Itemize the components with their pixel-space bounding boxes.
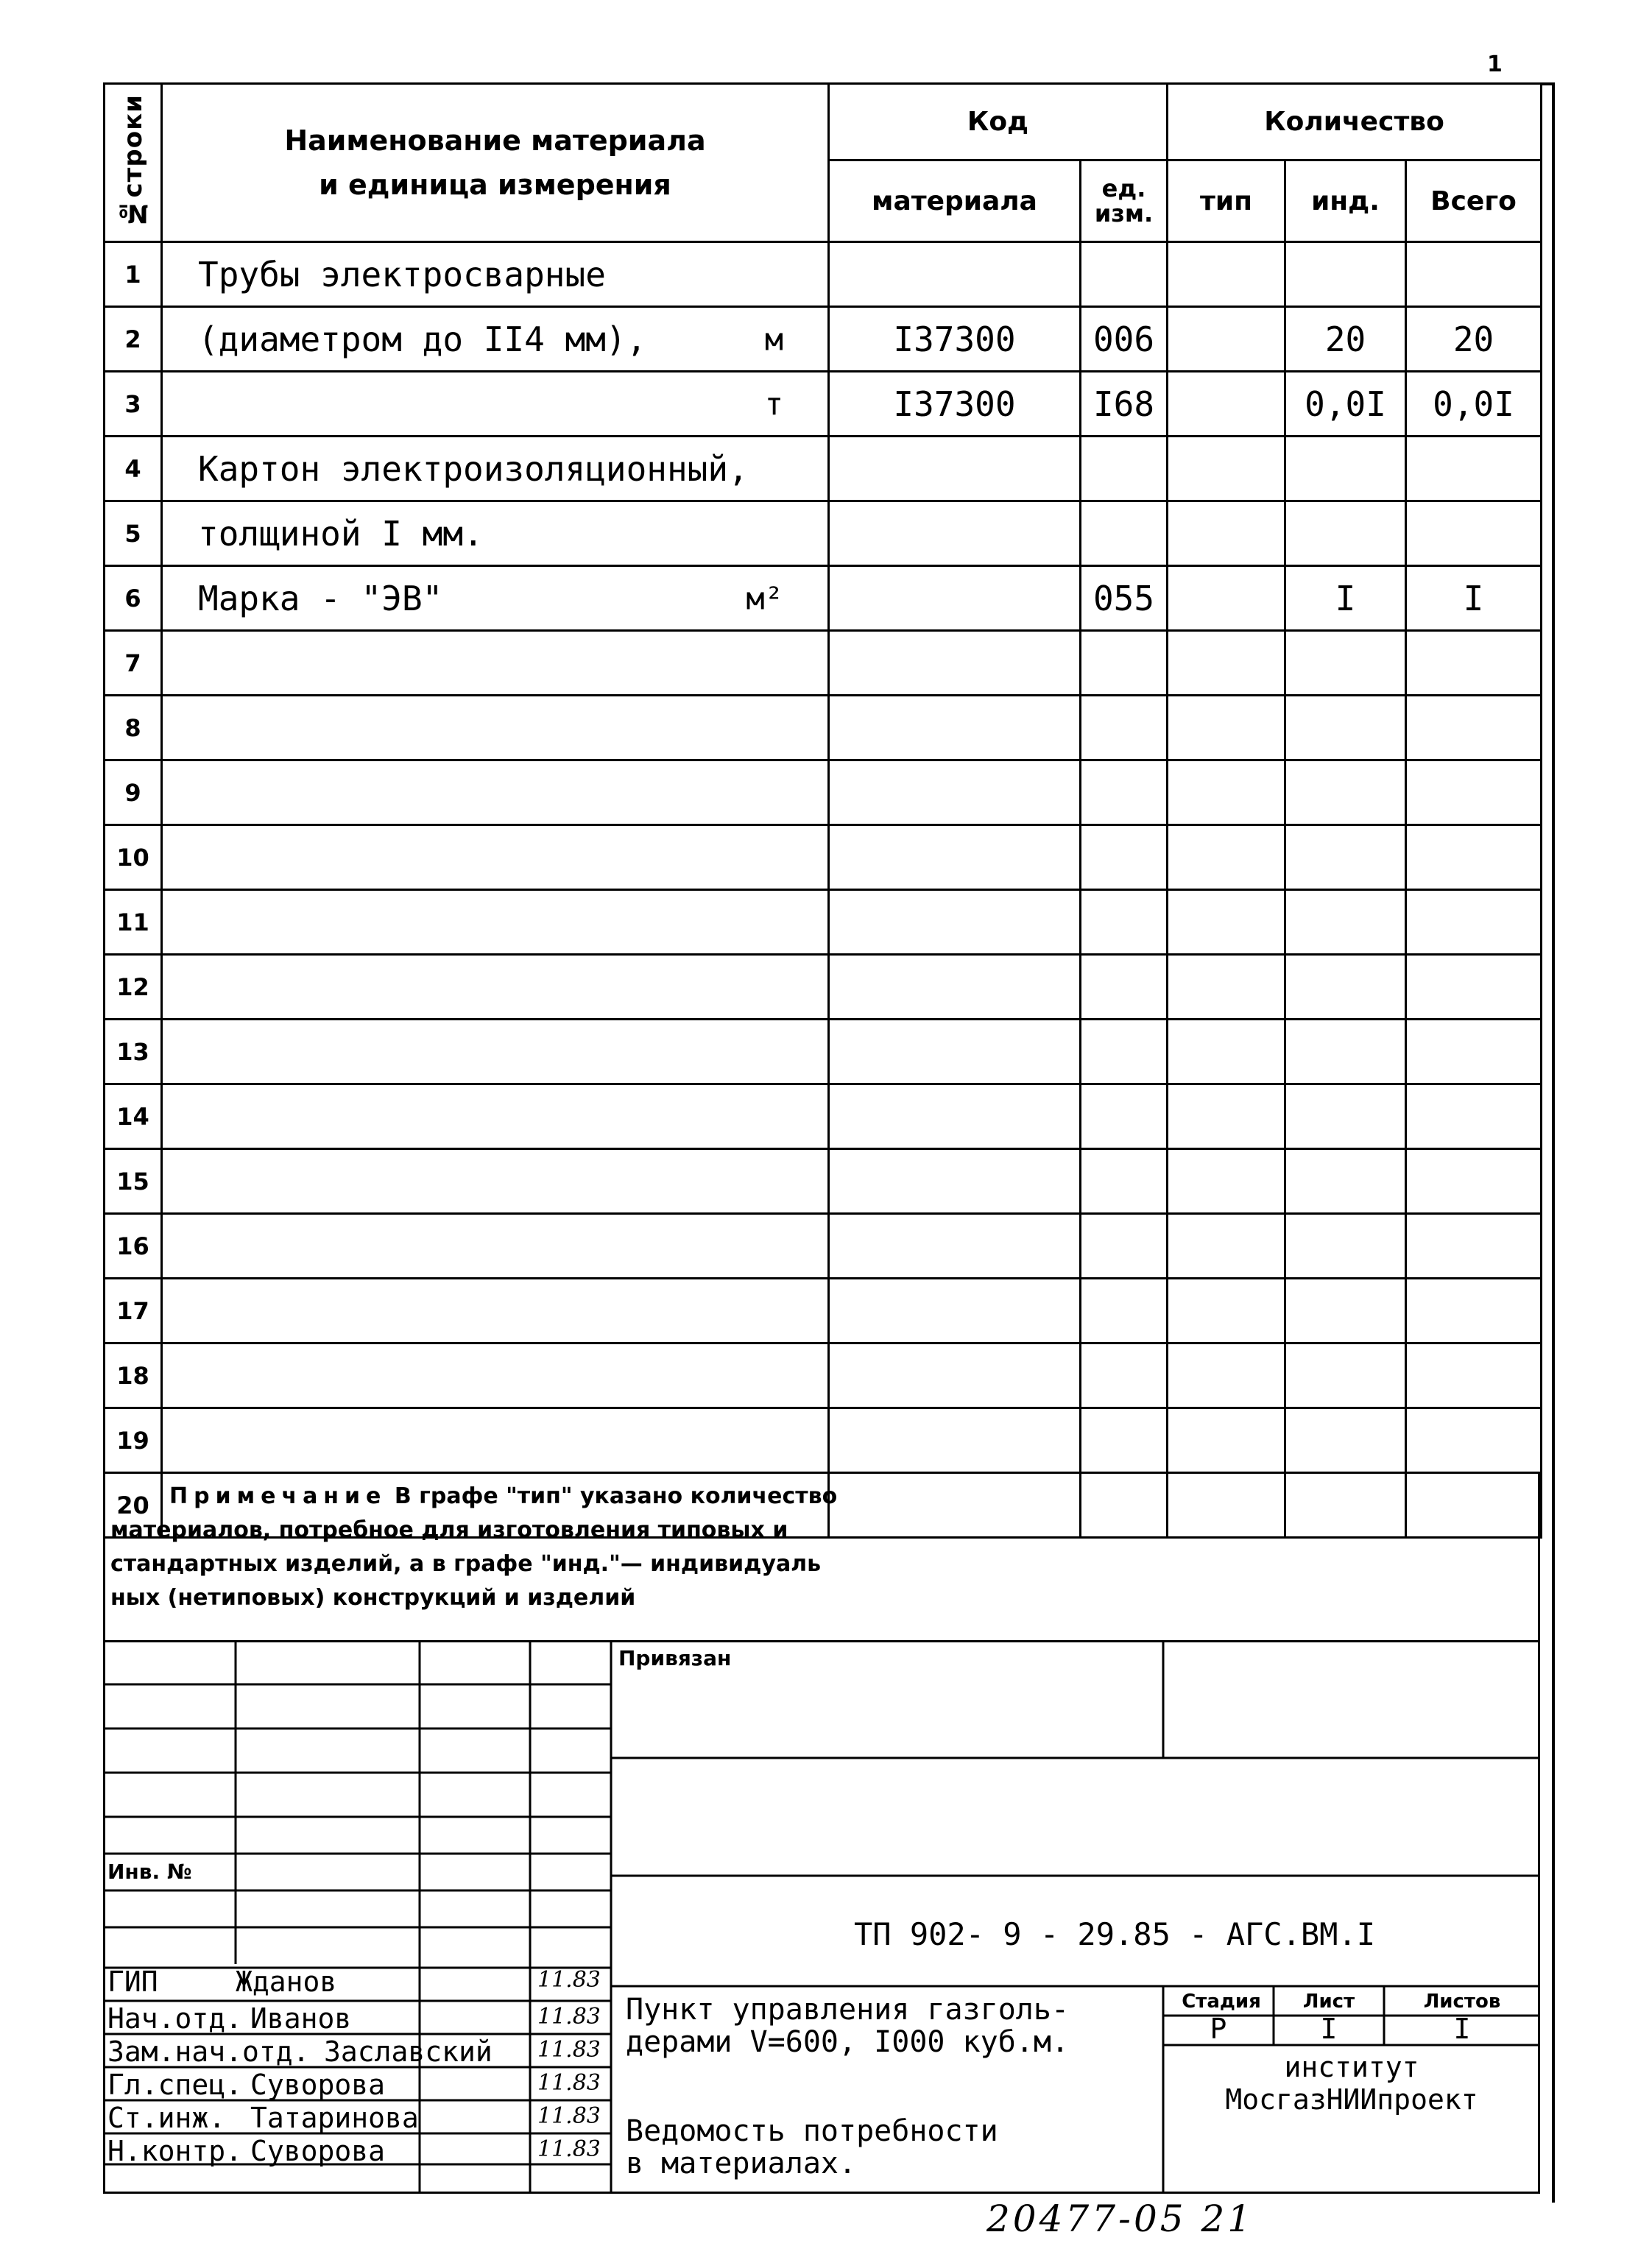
material-name: Картон электроизоляционный, xyxy=(198,448,749,489)
unit-code-cell xyxy=(1081,955,1168,1020)
material-name-cell xyxy=(162,1214,829,1279)
document-title-line2: в материалах. xyxy=(626,2147,857,2180)
qty-total-cell xyxy=(1406,1408,1542,1473)
signature-role: Зам.нач.отд. xyxy=(107,2035,310,2068)
qty-total-cell xyxy=(1406,1343,1542,1408)
table-row xyxy=(105,1020,1542,1084)
table-row xyxy=(105,955,1542,1020)
material-code-cell xyxy=(829,501,1081,566)
signature-date: 11.83 xyxy=(537,2136,601,2162)
note-block xyxy=(110,1480,1531,1615)
material-name-cell xyxy=(162,890,829,955)
material-code-cell xyxy=(829,566,1081,631)
qty-total-label: Всего xyxy=(1430,186,1517,216)
qty-ind-cell xyxy=(1285,760,1406,825)
unit-code-cell xyxy=(1081,1279,1168,1343)
material-name-cell xyxy=(162,501,829,566)
signature-role: Ст.инж. xyxy=(107,2102,226,2134)
qty-type-cell xyxy=(1168,696,1285,760)
material-code-cell xyxy=(829,1084,1081,1149)
material-name: Трубы электросварные xyxy=(198,254,606,294)
material-name-cell xyxy=(162,955,829,1020)
signature-role: ГИП xyxy=(107,1966,158,1998)
header-row-1 xyxy=(105,84,1542,160)
table-row xyxy=(105,1343,1542,1408)
material-name-cell xyxy=(162,696,829,760)
row-number-cell: 15 xyxy=(105,1149,162,1214)
table-row xyxy=(105,631,1542,696)
unit-code-cell xyxy=(1081,1084,1168,1149)
row-number-cell: 9 xyxy=(105,760,162,825)
qty-total-cell xyxy=(1406,760,1542,825)
material-code-cell xyxy=(829,825,1081,890)
material-code-cell xyxy=(829,631,1081,696)
qty-type-cell xyxy=(1168,372,1285,437)
header-name-line2: и единица измерения xyxy=(319,169,671,201)
material-code-cell xyxy=(829,242,1081,307)
qty-total-cell xyxy=(1406,501,1542,566)
header-material-name xyxy=(162,84,829,242)
code-unit-line1: ед. xyxy=(1101,174,1146,203)
unit-of-measure: т xyxy=(764,386,783,422)
material-name-cell xyxy=(162,242,829,307)
qty-type-cell xyxy=(1168,437,1285,501)
table-row xyxy=(105,1084,1542,1149)
material-code-cell xyxy=(829,760,1081,825)
signature-date: 11.83 xyxy=(537,2070,601,2096)
qty-total-cell xyxy=(1406,631,1542,696)
row-number-cell: 6 xyxy=(105,566,162,631)
quantity-group-label: Количество xyxy=(1264,107,1444,138)
table-body xyxy=(105,242,1542,1538)
row-number-cell: 3 xyxy=(105,372,162,437)
qty-ind-cell xyxy=(1285,825,1406,890)
qty-ind-cell: I xyxy=(1285,566,1406,631)
unit-of-measure: м² xyxy=(746,580,783,616)
material-name-cell xyxy=(162,1084,829,1149)
materials-table xyxy=(103,82,1542,1539)
code-group-label: Код xyxy=(967,107,1029,138)
note-frame-left xyxy=(103,1472,105,1642)
qty-total-cell xyxy=(1406,437,1542,501)
project-title-line2: дерами V=600, I000 куб.м. xyxy=(626,2025,1070,2059)
qty-ind-cell xyxy=(1285,955,1406,1020)
material-code-cell xyxy=(829,1279,1081,1343)
unit-code-cell xyxy=(1081,825,1168,890)
qty-total-cell xyxy=(1406,1214,1542,1279)
signature-name: Суворова xyxy=(250,2135,386,2167)
unit-code-cell xyxy=(1081,501,1168,566)
row-number-cell: 1 xyxy=(105,242,162,307)
signature-row xyxy=(103,2100,611,2133)
signature-date: 11.83 xyxy=(537,2004,601,2030)
signature-name: Иванов xyxy=(250,2002,352,2035)
unit-code-cell xyxy=(1081,1408,1168,1473)
qty-type-cell xyxy=(1168,307,1285,372)
note-text-4: ных (нетиповых) конструкций и изделий xyxy=(110,1585,636,1611)
unit-code-cell xyxy=(1081,760,1168,825)
title-block xyxy=(103,1640,1540,2194)
table-row xyxy=(105,501,1542,566)
material-code-cell: I37300 xyxy=(829,307,1081,372)
material-name-cell xyxy=(162,1149,829,1214)
signature-name: Заславский xyxy=(324,2035,493,2068)
signature-role: Н.контр. xyxy=(107,2135,243,2167)
unit-code-cell xyxy=(1081,1343,1168,1408)
qty-type-cell xyxy=(1168,955,1285,1020)
qty-ind-cell xyxy=(1285,501,1406,566)
qty-ind-cell xyxy=(1285,1408,1406,1473)
signature-role: Гл.спец. xyxy=(107,2069,243,2101)
qty-ind-cell xyxy=(1285,1214,1406,1279)
header-row-number xyxy=(105,84,162,242)
code-unit-line2: изм. xyxy=(1094,199,1154,228)
qty-type-cell xyxy=(1168,1214,1285,1279)
material-name-cell xyxy=(162,1408,829,1473)
qty-total-cell xyxy=(1406,1084,1542,1149)
qty-total-cell xyxy=(1406,696,1542,760)
organization-line2: МосгазНИИпроект xyxy=(1225,2083,1478,2116)
sheets-label: Листов xyxy=(1423,1991,1501,2013)
table-row xyxy=(105,696,1542,760)
qty-ind-cell xyxy=(1285,1084,1406,1149)
note-text-1: В графе "тип" указано количество xyxy=(394,1483,838,1509)
note-frame-right xyxy=(1538,1472,1540,1642)
material-code-cell xyxy=(829,696,1081,760)
table-row xyxy=(105,760,1542,825)
signature-name: Суворова xyxy=(250,2069,386,2101)
qty-type-cell xyxy=(1168,1408,1285,1473)
material-code-cell xyxy=(829,1149,1081,1214)
note-line-1 xyxy=(110,1480,1531,1514)
unit-code-cell xyxy=(1081,437,1168,501)
qty-ind-cell xyxy=(1285,1020,1406,1084)
material-code-cell xyxy=(829,1408,1081,1473)
note-text-3: стандартных изделий, а в графе "инд."— индивидуаль xyxy=(110,1551,822,1577)
qty-total-cell xyxy=(1406,955,1542,1020)
unit-code-cell xyxy=(1081,696,1168,760)
note-title: Примечание xyxy=(169,1483,387,1509)
frame-right-border xyxy=(1552,82,1555,2203)
qty-total-cell xyxy=(1406,890,1542,955)
unit-of-measure: м xyxy=(764,321,783,357)
table-row xyxy=(105,1214,1542,1279)
qty-type-cell xyxy=(1168,1084,1285,1149)
document-code: ТП 902- 9 - 29.85 - АГС.ВМ.I xyxy=(854,1916,1376,1952)
unit-code-cell: 006 xyxy=(1081,307,1168,372)
qty-total-cell xyxy=(1406,825,1542,890)
material-code-cell xyxy=(829,955,1081,1020)
material-name-cell xyxy=(162,437,829,501)
row-number-cell: 7 xyxy=(105,631,162,696)
material-name-cell xyxy=(162,307,829,372)
unit-code-cell xyxy=(1081,1020,1168,1084)
qty-type-cell xyxy=(1168,566,1285,631)
row-number-cell: 8 xyxy=(105,696,162,760)
qty-total-cell: 0,0I xyxy=(1406,372,1542,437)
stage-label: Стадия xyxy=(1182,1991,1261,2013)
qty-total-cell xyxy=(1406,242,1542,307)
row-number-cell: 19 xyxy=(105,1408,162,1473)
qty-type-cell xyxy=(1168,631,1285,696)
qty-type-cell xyxy=(1168,1343,1285,1408)
row-number-cell: 14 xyxy=(105,1084,162,1149)
qty-ind-cell xyxy=(1285,631,1406,696)
material-code-cell xyxy=(829,890,1081,955)
stage-value: Р xyxy=(1210,2013,1227,2045)
header-code-unit xyxy=(1081,160,1168,242)
material-code-cell xyxy=(829,1214,1081,1279)
table-row xyxy=(105,242,1542,307)
table-row xyxy=(105,890,1542,955)
material-code-cell xyxy=(829,1343,1081,1408)
signature-name: Жданов xyxy=(236,1966,337,1998)
qty-ind-cell xyxy=(1285,437,1406,501)
project-title xyxy=(626,1994,1069,2058)
signature-date: 11.83 xyxy=(537,2103,601,2129)
material-name-cell xyxy=(162,1279,829,1343)
qty-ind-cell: 0,0I xyxy=(1285,372,1406,437)
qty-type-label: тип xyxy=(1200,186,1252,216)
row-number-header-label: №строки xyxy=(118,94,148,228)
table-row xyxy=(105,307,1542,372)
material-name-cell xyxy=(162,372,829,437)
table-row xyxy=(105,437,1542,501)
qty-total-cell xyxy=(1406,1149,1542,1214)
qty-ind-label: инд. xyxy=(1311,186,1380,216)
material-name-cell xyxy=(162,1020,829,1084)
qty-type-cell xyxy=(1168,890,1285,955)
code-material-label: материала xyxy=(872,186,1037,216)
qty-total-cell xyxy=(1406,1020,1542,1084)
signature-row xyxy=(103,2034,611,2067)
privyazan-label: Привязан xyxy=(618,1646,732,1670)
signature-role: Нач.отд. xyxy=(107,2002,243,2035)
material-name: толщиной I мм. xyxy=(198,513,484,554)
sheets-value: I xyxy=(1453,2013,1471,2045)
signature-row xyxy=(103,1964,611,1997)
qty-ind-cell: 20 xyxy=(1285,307,1406,372)
row-number-cell: 16 xyxy=(105,1214,162,1279)
row-number-cell: 20 xyxy=(105,1473,162,1538)
qty-type-cell xyxy=(1168,760,1285,825)
row-number-cell: 12 xyxy=(105,955,162,1020)
header-name-line1: Наименование материала xyxy=(284,124,706,157)
row-number-cell: 10 xyxy=(105,825,162,890)
signature-row xyxy=(103,2067,611,2100)
material-code-cell xyxy=(829,1020,1081,1084)
row-number-cell: 13 xyxy=(105,1020,162,1084)
material-name-cell xyxy=(162,825,829,890)
project-title-line1: Пункт управления газголь- xyxy=(626,1993,1070,2027)
unit-code-cell xyxy=(1081,242,1168,307)
row-number-cell: 2 xyxy=(105,307,162,372)
note-text-2: материалов, потребное для изготовления типовых и xyxy=(110,1517,788,1543)
archive-number: 20477-05 21 xyxy=(986,2197,1254,2240)
organization-line1: институт xyxy=(1284,2051,1419,2083)
unit-code-cell xyxy=(1081,631,1168,696)
qty-total-cell xyxy=(1406,1279,1542,1343)
material-name: (диаметром до II4 мм), xyxy=(198,319,647,359)
qty-type-cell xyxy=(1168,1279,1285,1343)
qty-total-cell: I xyxy=(1406,566,1542,631)
header-qty-total xyxy=(1406,160,1542,242)
row-number-cell: 18 xyxy=(105,1343,162,1408)
signature-row xyxy=(103,2133,611,2167)
material-name-cell xyxy=(162,566,829,631)
row-number-cell: 4 xyxy=(105,437,162,501)
table-row xyxy=(105,1149,1542,1214)
inventory-number-label: Инв. № xyxy=(107,1860,192,1884)
signature-date: 11.83 xyxy=(537,2037,601,2063)
qty-ind-cell xyxy=(1285,696,1406,760)
header-quantity-group xyxy=(1168,84,1542,160)
row-number-cell: 5 xyxy=(105,501,162,566)
header-code-material xyxy=(829,160,1081,242)
material-name-cell xyxy=(162,760,829,825)
row-number-cell: 17 xyxy=(105,1279,162,1343)
qty-ind-cell xyxy=(1285,1279,1406,1343)
material-code-cell: I37300 xyxy=(829,372,1081,437)
material-name: Марка - "ЭВ" xyxy=(198,578,443,618)
header-code-group xyxy=(829,84,1168,160)
qty-ind-cell xyxy=(1285,1149,1406,1214)
table-row xyxy=(105,372,1542,437)
qty-type-cell xyxy=(1168,501,1285,566)
organization xyxy=(1163,2051,1540,2116)
table-row xyxy=(105,566,1542,631)
row-number-cell: 11 xyxy=(105,890,162,955)
header-qty-type xyxy=(1168,160,1285,242)
qty-type-cell xyxy=(1168,1149,1285,1214)
material-code-cell xyxy=(829,437,1081,501)
signature-name: Татаринова xyxy=(250,2102,419,2134)
document-title xyxy=(626,2115,998,2180)
unit-code-cell xyxy=(1081,1149,1168,1214)
qty-type-cell xyxy=(1168,242,1285,307)
qty-type-cell xyxy=(1168,825,1285,890)
sheet-label: Лист xyxy=(1302,1991,1355,2013)
unit-code-cell xyxy=(1081,1214,1168,1279)
sheet-value: I xyxy=(1320,2013,1338,2045)
document-title-line1: Ведомость потребности xyxy=(626,2114,998,2148)
header-qty-ind xyxy=(1285,160,1406,242)
table-row xyxy=(105,1279,1542,1343)
unit-code-cell xyxy=(1081,890,1168,955)
unit-code-cell: I68 xyxy=(1081,372,1168,437)
qty-ind-cell xyxy=(1285,242,1406,307)
qty-total-cell: 20 xyxy=(1406,307,1542,372)
table-row xyxy=(105,1408,1542,1473)
qty-type-cell xyxy=(1168,1020,1285,1084)
unit-code-cell: 055 xyxy=(1081,566,1168,631)
qty-ind-cell xyxy=(1285,1343,1406,1408)
material-name-cell xyxy=(162,631,829,696)
page-number: 1 xyxy=(1487,52,1503,77)
signature-date: 11.83 xyxy=(537,1967,601,1993)
material-name-cell xyxy=(162,1343,829,1408)
table-row xyxy=(105,825,1542,890)
qty-ind-cell xyxy=(1285,890,1406,955)
signature-row xyxy=(103,2001,611,2034)
